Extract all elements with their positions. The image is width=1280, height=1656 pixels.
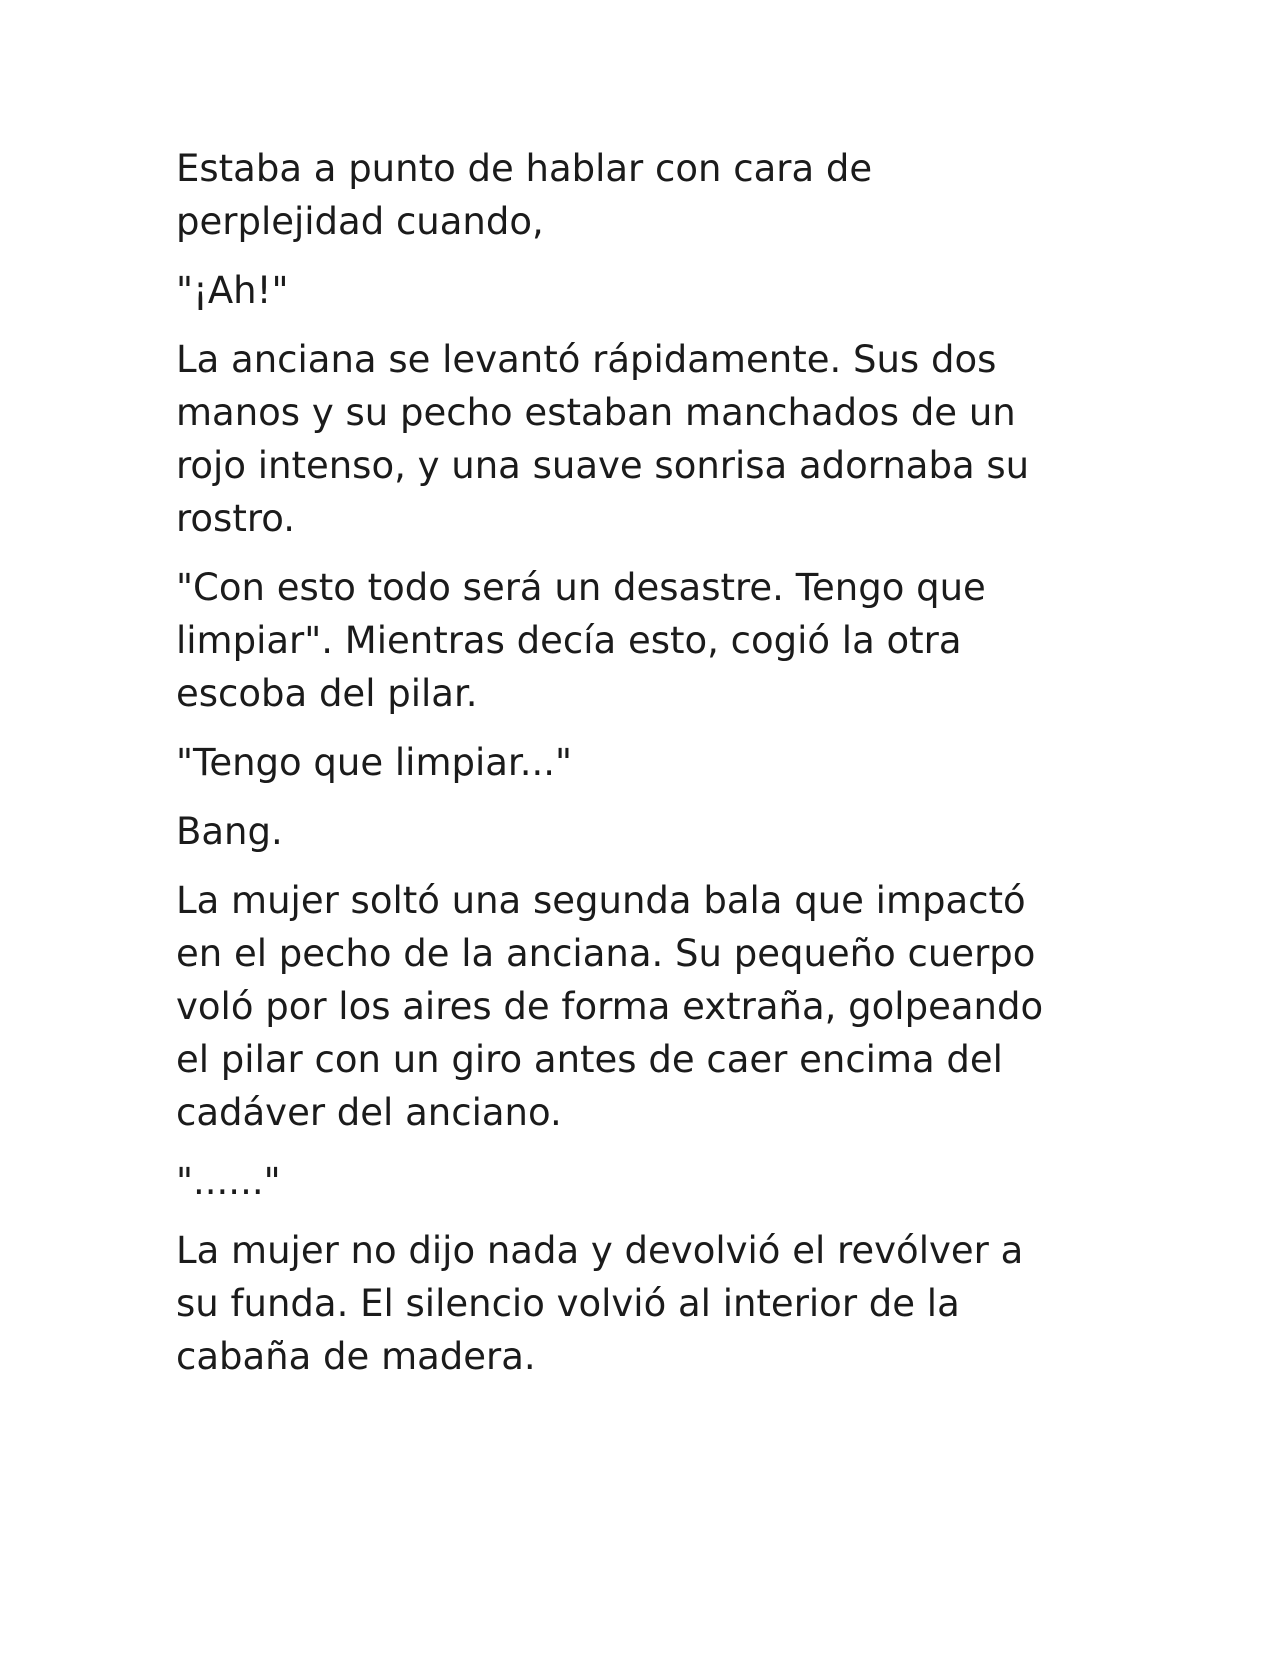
- paragraph-8: "......": [176, 1160, 281, 1203]
- paragraph-5: "Tengo que limpiar...": [176, 741, 573, 784]
- paragraph-1: Estaba a punto de hablar con cara de perplejidad cuando,: [176, 147, 873, 243]
- paragraph-9: La mujer no dijo nada y devolvió el revólver a su funda. El silencio volvió al interior de la cabaña de madera.: [176, 1229, 1024, 1378]
- paragraph-2: "¡Ah!": [176, 269, 289, 312]
- paragraph-6: Bang.: [176, 810, 283, 853]
- paragraph-4: "Con esto todo será un desastre. Tengo que limpiar". Mientras decía esto, cogió la otra escoba del pilar.: [176, 566, 986, 715]
- paragraph-7: La mujer soltó una segunda bala que impactó en el pecho de la anciana. Su pequeño cuerpo voló por los aires de forma extraña, golpeando el pilar con un giro antes de caer encima del cadáver del anciano.: [176, 879, 1044, 1134]
- text-body: [176, 142, 1076, 1399]
- paragraph-3: La anciana se levantó rápidamente. Sus dos manos y su pecho estaban manchados de un rojo intenso, y una suave sonrisa adornaba su rostro.: [176, 338, 1030, 540]
